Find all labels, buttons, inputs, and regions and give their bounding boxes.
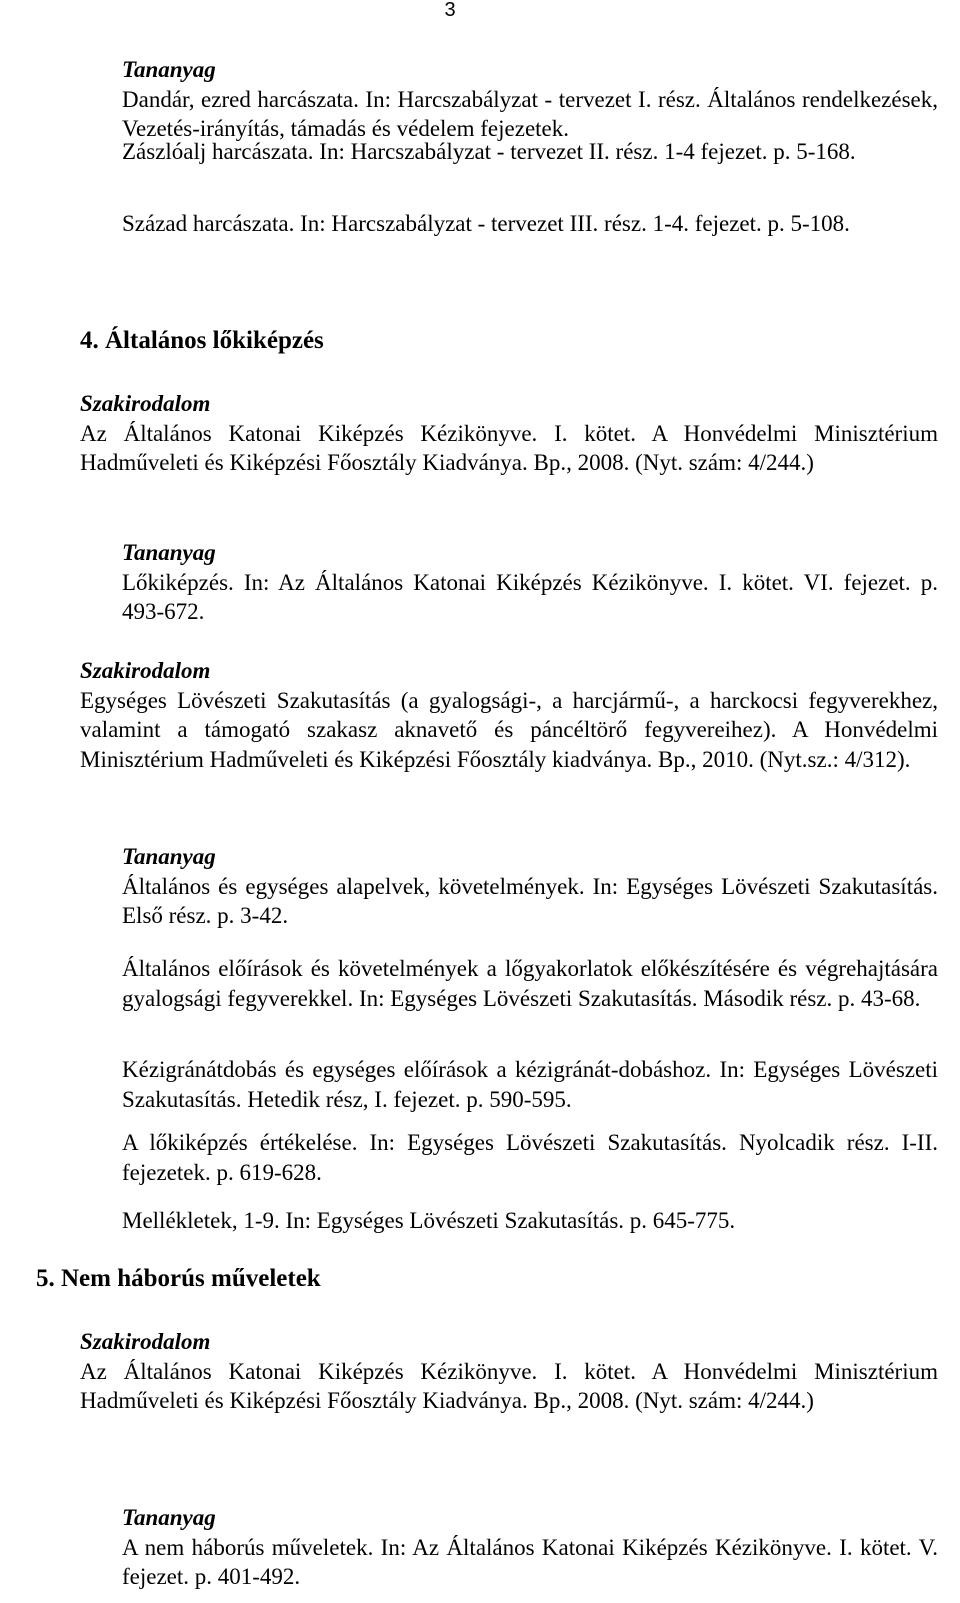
section4-tananyag-2-label: Tananyag (122, 844, 216, 869)
section4-tananyag-1 (122, 538, 938, 627)
section3-tananyag-block (122, 55, 938, 144)
section3-item-3-block (122, 209, 938, 239)
section5-tananyag-text: A nem háborús műveletek. In: Az Általános Katonai Kiképzés Kézikönyve. I. kötet. V. fejezet. p. 401-492. (122, 1534, 938, 1589)
section4-szakirodalom-1-text: Az Általános Katonai Kiképzés Kézikönyve. I. kötet. A Honvédelmi Minisztérium Hadműveleti és Kiképzési Főosztály Kiadványa. Bp., 2008. (Nyt. szám: 4/244.) (80, 420, 938, 475)
section4-title: 4. Általános lőkiképzés (80, 327, 324, 354)
section4-szakirodalom-1 (80, 389, 938, 478)
section5-szakirodalom (80, 1327, 938, 1416)
section4-tananyag-2 (122, 842, 938, 931)
section3-tananyag-item-2: Zászlóalj harcászata. In: Harcszabályzat - tervezet II. rész. 1-4 fejezet. p. 5-168. (122, 139, 856, 164)
section4-tananyag-2-item-2: Általános előírások és követelmények a lőgyakorlatok előkészítésére és végrehajtására gyalogsági fegyverekkel. In: Egységes Lövészeti Szakutasítás. Második rész. p. 43-68. (122, 956, 938, 1011)
section4-tananyag-1-text: Lőkiképzés. In: Az Általános Katonai Kiképzés Kézikönyve. I. kötet. VI. fejezet. p. 493-672. (122, 569, 938, 624)
section4-szakirodalom-2-label: Szakirodalom (80, 658, 211, 683)
section3-tananyag-label: Tananyag (122, 57, 216, 82)
section5-title: 5. Nem háborús műveletek (36, 1265, 321, 1292)
section4-szakirodalom-1-label: Szakirodalom (80, 391, 211, 416)
section5-szakirodalom-text: Az Általános Katonai Kiképzés Kézikönyve. I. kötet. A Honvédelmi Minisztérium Hadműveleti és Kiképzési Főosztály Kiadványa. Bp., 2008. (Nyt. szám: 4/244.) (80, 1358, 938, 1413)
section4-tananyag-2-item-3-block (122, 1055, 938, 1114)
section4-szakirodalom-2-text: Egységes Lövészeti Szakutasítás (a gyalogsági-, a harcjármű-, a harckocsi fegyverekhez, valamint a támogató szakasz aknavető és páncéltörő fegyvereihez). A Honvédelmi Minisztérium Hadműveleti és Kiképzési Főosztály kiadványa. Bp., 2010. (Nyt.sz.: 4/312). (80, 687, 938, 772)
page-number-text: 3 (444, 0, 456, 21)
section4-tananyag-2-item-4: A lőkiképzés értékelése. In: Egységes Lövészeti Szakutasítás. Nyolcadik rész. I-II. fejezetek. p. 619-628. (122, 1130, 938, 1185)
section5-tananyag-label: Tananyag (122, 1505, 216, 1530)
section3-item-2-block (122, 137, 938, 167)
section5-tananyag (122, 1503, 938, 1592)
section3-tananyag-item-3: Század harcászata. In: Harcszabályzat - tervezet III. rész. 1-4. fejezet. p. 5-108. (122, 211, 850, 236)
section5-szakirodalom-label: Szakirodalom (80, 1329, 211, 1354)
section4-tananyag-2-item-5: Mellékletek, 1-9. In: Egységes Lövészeti Szakutasítás. p. 645-775. (122, 1208, 736, 1233)
section4-tananyag-2-item-5-block (122, 1206, 938, 1236)
section4-tananyag-2-item-3: Kézigránátdobás és egységes előírások a kézigránát-dobáshoz. In: Egységes Lövészeti Szakutasítás. Hetedik rész, I. fejezet. p. 590-595. (122, 1057, 938, 1112)
section4-szakirodalom-2 (80, 656, 938, 774)
page-number (0, 0, 960, 22)
section3-tananyag-item-1: Dandár, ezred harcászata. In: Harcszabályzat - tervezet I. rész. Általános rendelkezések, Vezetés-irányítás, támadás és védelem fejezetek. (122, 86, 938, 141)
section4-tananyag-1-label: Tananyag (122, 540, 216, 565)
section4-tananyag-2-item-1: Általános és egységes alapelvek, követelmények. In: Egységes Lövészeti Szakutasítás. Első rész. p. 3-42. (122, 873, 938, 928)
section4-tananyag-2-item-2-block (122, 954, 938, 1013)
section4-tananyag-2-item-4-block (122, 1128, 938, 1187)
